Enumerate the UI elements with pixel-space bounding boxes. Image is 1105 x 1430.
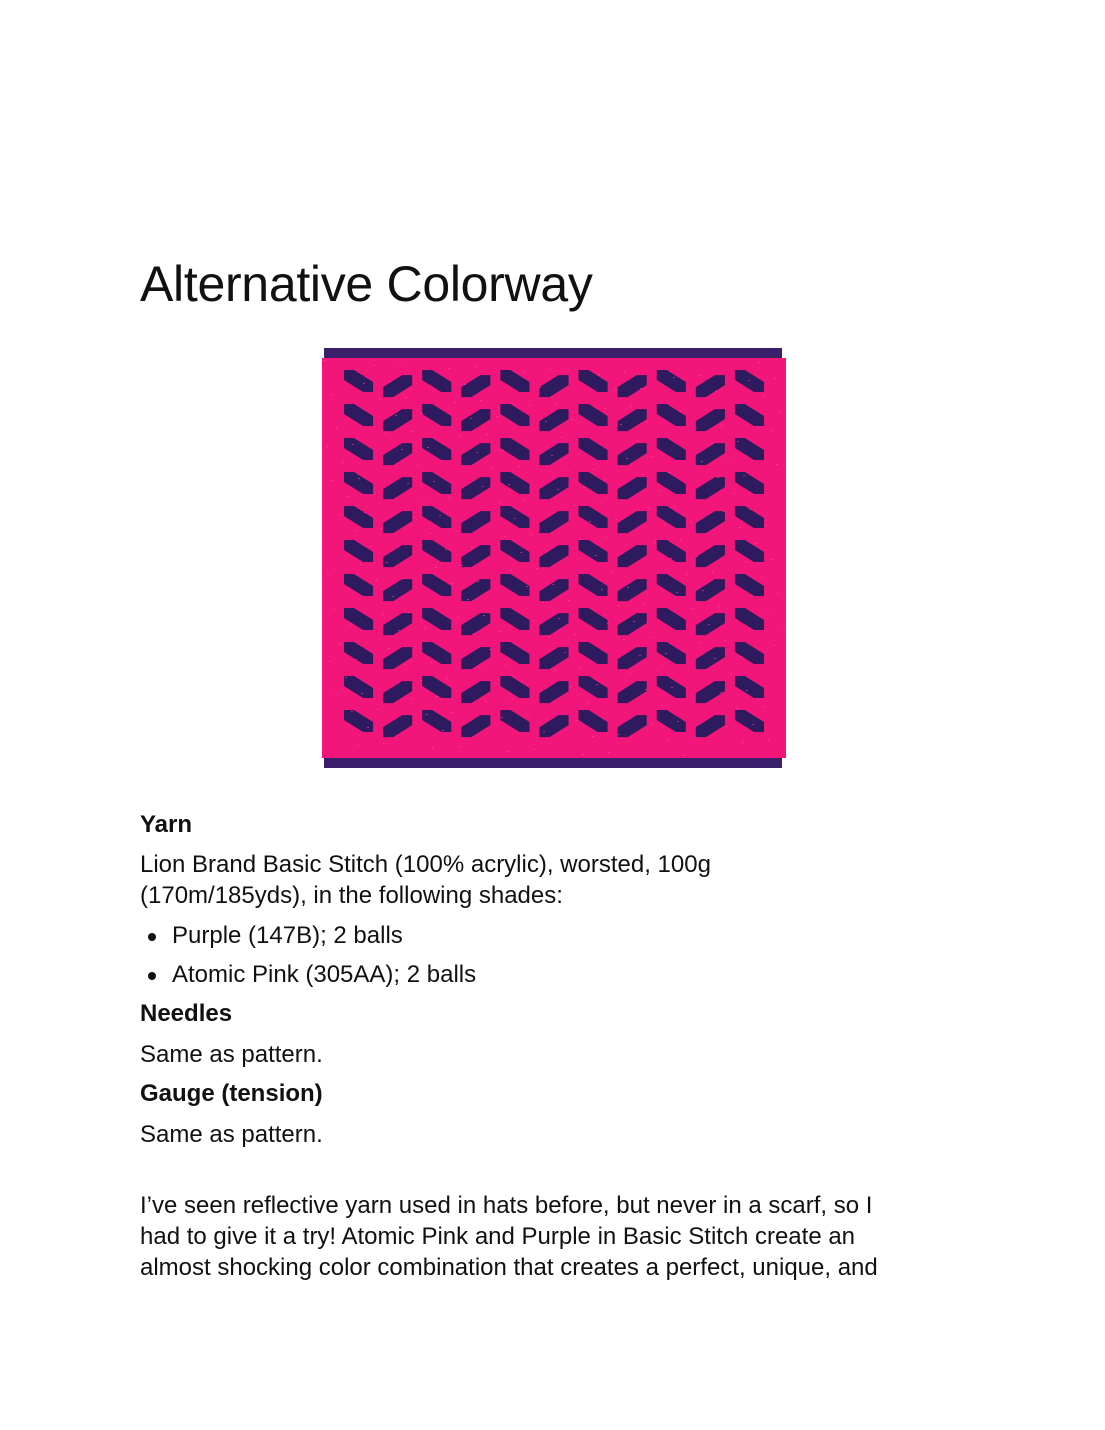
swatch-texture (457, 617, 459, 618)
swatch-texture (636, 440, 638, 441)
swatch-texture (452, 712, 454, 713)
swatch-texture (630, 406, 632, 407)
swatch-texture (664, 524, 666, 525)
swatch-texture (564, 652, 566, 653)
swatch-rib (376, 370, 379, 744)
swatch-rib (611, 370, 614, 744)
swatch-texture (643, 603, 645, 604)
swatch-texture (536, 568, 538, 569)
swatch-texture (724, 640, 726, 641)
swatch-texture (690, 522, 692, 523)
swatch-texture (642, 474, 644, 475)
swatch-texture (592, 736, 594, 737)
swatch-texture (451, 583, 453, 584)
swatch-texture (762, 706, 764, 707)
swatch-texture (661, 705, 663, 706)
swatch-texture (386, 562, 388, 563)
swatch-texture (330, 394, 332, 395)
swatch-texture (623, 639, 625, 640)
swatch-texture (460, 436, 462, 437)
swatch-texture (658, 490, 660, 491)
swatch-texture (773, 645, 775, 646)
swatch-texture (424, 628, 426, 629)
swatch-texture (745, 561, 747, 562)
swatch-texture (507, 751, 509, 752)
swatch-texture (446, 678, 448, 679)
swatch-texture (496, 416, 498, 417)
swatch-texture (382, 614, 384, 615)
swatch-texture (733, 493, 735, 494)
swatch-texture (464, 384, 466, 385)
swatch-texture (683, 755, 685, 756)
swatch-texture (667, 739, 669, 740)
swatch-texture (542, 602, 544, 603)
swatch-texture (399, 363, 401, 364)
swatch-texture (573, 505, 575, 506)
swatch-texture (586, 702, 588, 703)
knitted-swatch-photo (318, 346, 790, 770)
swatch-texture (448, 368, 450, 369)
swatch-texture (624, 372, 626, 373)
swatch-texture (648, 508, 650, 509)
swatch-texture (398, 630, 400, 631)
swatch-texture (692, 608, 694, 609)
swatch-texture (360, 564, 362, 565)
swatch-texture (711, 443, 713, 444)
swatch-texture (579, 539, 581, 540)
swatch-texture (555, 403, 557, 404)
swatch-texture (552, 584, 554, 585)
swatch-texture (433, 481, 435, 482)
swatch-texture (388, 648, 390, 649)
swatch-texture (404, 664, 406, 665)
swatch-texture (740, 656, 742, 657)
swatch-texture (373, 365, 375, 366)
swatch-texture (646, 422, 648, 423)
swatch-texture (626, 458, 628, 459)
swatch-texture (530, 534, 532, 535)
swatch-rib (728, 370, 731, 744)
needles-text: Same as pattern. (140, 1041, 323, 1068)
swatch-texture (455, 531, 457, 532)
paragraph-line-1: I’ve seen reflective yarn used in hats before, but never in a scarf, so I (140, 1192, 873, 1219)
swatch-image (318, 346, 790, 770)
swatch-texture (473, 633, 475, 634)
swatch-texture (524, 500, 526, 501)
swatch-texture (489, 649, 491, 650)
swatch-texture (502, 450, 504, 451)
swatch-texture (508, 484, 510, 485)
swatch-texture (557, 489, 559, 490)
swatch-texture (427, 447, 429, 448)
swatch-texture (442, 730, 444, 731)
swatch-texture (726, 726, 728, 727)
swatch-texture (774, 378, 776, 379)
swatch-texture (651, 723, 653, 724)
swatch-texture (501, 717, 503, 718)
swatch-texture (708, 624, 710, 625)
swatch-texture (374, 494, 376, 495)
swatch-texture (421, 413, 423, 414)
swatch-texture (429, 533, 431, 534)
swatch-texture (361, 693, 363, 694)
swatch-texture (357, 745, 359, 746)
swatch-texture (749, 509, 751, 510)
swatch-texture (561, 437, 563, 438)
swatch-texture (336, 428, 338, 429)
swatch-texture (761, 577, 763, 578)
swatch-texture (570, 686, 572, 687)
swatch-texture (617, 605, 619, 606)
swatch-texture (676, 592, 678, 593)
shade-purple: Purple (147B); 2 balls (172, 922, 403, 949)
swatch-texture (558, 618, 560, 619)
swatch-texture (652, 456, 654, 457)
swatch-texture (546, 550, 548, 551)
page-title: Alternative Colorway (140, 256, 593, 312)
swatch-texture (582, 754, 584, 755)
swatch-texture (539, 387, 541, 388)
swatch-texture (746, 690, 748, 691)
swatch-texture (767, 611, 769, 612)
swatch-texture (645, 689, 647, 690)
swatch-texture (339, 643, 341, 644)
swatch-texture (629, 673, 631, 674)
swatch-texture (677, 721, 679, 722)
swatch-texture (765, 525, 767, 526)
swatch-texture (527, 715, 529, 716)
swatch-texture (470, 418, 472, 419)
swatch-texture (467, 599, 469, 600)
swatch-texture (352, 444, 354, 445)
swatch-texture (529, 405, 531, 406)
swatch-texture (770, 430, 772, 431)
swatch-rib (650, 370, 653, 744)
swatch-texture (595, 555, 597, 556)
swatch-texture (454, 402, 456, 403)
swatch-texture (476, 452, 478, 453)
swatch-texture (407, 483, 409, 484)
shade-atomic-pink: Atomic Pink (305AA); 2 balls (172, 961, 477, 988)
swatch-texture (737, 441, 739, 442)
swatch-texture (545, 421, 547, 422)
bullet-icon (148, 972, 156, 980)
swatch-texture (326, 446, 328, 447)
swatch-rib (572, 370, 575, 744)
swatch-texture (461, 565, 463, 566)
swatch-texture (601, 589, 603, 590)
swatch-texture (748, 380, 750, 381)
swatch-texture (377, 709, 379, 710)
swatch-texture (698, 642, 700, 643)
swatch-texture (776, 464, 778, 465)
swatch-texture (499, 631, 501, 632)
swatch-texture (485, 701, 487, 702)
swatch-texture (577, 453, 579, 454)
swatch-texture (554, 670, 556, 671)
swatch-texture (699, 375, 701, 376)
swatch-texture (389, 381, 391, 382)
swatch-rib (532, 370, 535, 744)
swatch-texture (752, 724, 754, 725)
swatch-texture (598, 374, 600, 375)
swatch-texture (743, 475, 745, 476)
swatch-texture (633, 621, 635, 622)
swatch-texture (348, 496, 350, 497)
swatch-texture (686, 574, 688, 575)
swatch-texture (574, 634, 576, 635)
swatch-texture (620, 424, 622, 425)
swatch-texture (780, 412, 782, 413)
swatch-texture (720, 692, 722, 693)
swatch-texture (548, 636, 550, 637)
swatch-texture (783, 627, 785, 628)
swatch-texture (583, 487, 585, 488)
swatch-texture (342, 462, 344, 463)
swatch-rib (454, 370, 457, 744)
list-item (140, 921, 476, 960)
swatch-texture (417, 465, 419, 466)
swatch-texture (705, 409, 707, 410)
swatch-texture (696, 556, 698, 557)
swatch-texture (679, 411, 681, 412)
swatch-texture (486, 434, 488, 435)
swatch-texture (510, 570, 512, 571)
swatch-texture (410, 698, 412, 699)
swatch-texture (693, 737, 695, 738)
swatch-texture (665, 653, 667, 654)
swatch-texture (596, 684, 598, 685)
swatch-texture (514, 518, 516, 519)
swatch-texture (477, 581, 479, 582)
swatch-texture (615, 519, 617, 520)
swatch-texture (649, 637, 651, 638)
swatch-texture (701, 461, 703, 462)
swatch-texture (439, 515, 441, 516)
swatch-texture (349, 625, 351, 626)
swatch-texture (526, 586, 528, 587)
swatch-texture (383, 743, 385, 744)
swatch-texture (411, 431, 413, 432)
swatch-texture (338, 514, 340, 515)
swatch-texture (670, 558, 672, 559)
gauge-text: Same as pattern. (140, 1121, 323, 1148)
swatch-texture (543, 731, 545, 732)
swatch-texture (602, 718, 604, 719)
yarn-description-line-1: Lion Brand Basic Stitch (100% acrylic), worsted, 100g (140, 851, 711, 878)
swatch-texture (532, 620, 534, 621)
swatch-texture (739, 527, 741, 528)
swatch-texture (345, 677, 347, 678)
swatch-texture (370, 546, 372, 547)
swatch-texture (521, 681, 523, 682)
swatch-texture (474, 366, 476, 367)
swatch-texture (755, 543, 757, 544)
yarn-heading: Yarn (140, 811, 193, 838)
swatch-texture (376, 580, 378, 581)
swatch-texture (354, 530, 356, 531)
swatch-texture (523, 371, 525, 372)
swatch-texture (627, 587, 629, 588)
swatch-texture (621, 553, 623, 554)
swatch-rib (689, 370, 692, 744)
list-item (140, 960, 476, 999)
swatch-texture (758, 362, 760, 363)
swatch-texture (618, 734, 620, 735)
swatch-texture (483, 615, 485, 616)
swatch-texture (751, 595, 753, 596)
swatch-texture (714, 658, 716, 659)
swatch-texture (549, 369, 551, 370)
swatch-texture (385, 433, 387, 434)
swatch-texture (517, 733, 519, 734)
swatch-texture (605, 537, 607, 538)
swatch-texture (392, 596, 394, 597)
swatch-texture (355, 659, 357, 660)
swatch-texture (449, 497, 451, 498)
swatch-texture (423, 499, 425, 500)
swatch-texture (518, 466, 520, 467)
swatch-texture (551, 455, 553, 456)
needles-heading: Needles (140, 1000, 233, 1027)
swatch-texture (712, 572, 714, 573)
swatch-texture (471, 547, 473, 548)
swatch-texture (324, 360, 326, 361)
swatch-texture (576, 720, 578, 721)
swatch-texture (379, 399, 381, 400)
swatch-rib (767, 370, 770, 744)
swatch-texture (408, 612, 410, 613)
swatch-texture (413, 517, 415, 518)
swatch-texture (520, 552, 522, 553)
swatch-texture (639, 655, 641, 656)
swatch-texture (567, 471, 569, 472)
swatch-texture (723, 511, 725, 512)
swatch-texture (580, 668, 582, 669)
swatch-texture (614, 390, 616, 391)
swatch-texture (327, 575, 329, 576)
swatch-texture (771, 559, 773, 560)
swatch-texture (717, 477, 719, 478)
swatch-texture (742, 742, 744, 743)
swatch-texture (673, 377, 675, 378)
yarn-description-line-2: (170m/185yds), in the following shades: (140, 882, 563, 909)
swatch-texture (351, 711, 353, 712)
swatch-texture (674, 506, 676, 507)
swatch-texture (432, 748, 434, 749)
swatch-texture (505, 665, 507, 666)
swatch-texture (479, 667, 481, 668)
swatch-texture (655, 671, 657, 672)
swatch-texture (668, 472, 670, 473)
swatch-texture (727, 459, 729, 460)
swatch-texture (718, 606, 720, 607)
swatch-texture (435, 567, 437, 568)
swatch-texture (363, 383, 365, 384)
swatch-texture (702, 590, 704, 591)
paragraph-line-3: almost shocking color combination that creates a perfect, unique, and (140, 1254, 878, 1281)
swatch-texture (367, 727, 369, 728)
swatch-texture (401, 449, 403, 450)
swatch-texture (504, 536, 506, 537)
swatch-texture (764, 396, 766, 397)
swatch-texture (730, 674, 732, 675)
swatch-texture (607, 623, 609, 624)
yarn-shade-list (140, 921, 476, 999)
swatch-texture (364, 512, 366, 513)
swatch-texture (640, 388, 642, 389)
swatch-texture (568, 600, 570, 601)
swatch-texture (599, 503, 601, 504)
swatch-texture (680, 540, 682, 541)
swatch-texture (604, 408, 606, 409)
swatch-rib (415, 370, 418, 744)
swatch-texture (395, 415, 397, 416)
swatch-texture (495, 683, 497, 684)
swatch-texture (414, 646, 416, 647)
swatch-texture (436, 696, 438, 697)
swatch-texture (332, 480, 334, 481)
swatch-texture (654, 542, 656, 543)
swatch-texture (671, 687, 673, 688)
swatch-texture (492, 468, 494, 469)
swatch-texture (380, 528, 382, 529)
swatch-rib (493, 370, 496, 744)
swatch-texture (498, 502, 500, 503)
swatch-texture (715, 391, 717, 392)
swatch-texture (695, 427, 697, 428)
bullet-icon (148, 933, 156, 941)
swatch-texture (420, 680, 422, 681)
swatch-texture (480, 400, 482, 401)
swatch-texture (608, 752, 610, 753)
swatch-texture (511, 699, 513, 700)
swatch-texture (589, 521, 591, 522)
paragraph-line-2: had to give it a try! Atomic Pink and Purple in Basic Stitch create an (140, 1223, 856, 1250)
swatch-texture (405, 397, 407, 398)
swatch-texture (571, 419, 573, 420)
swatch-texture (482, 486, 484, 487)
swatch-texture (458, 746, 460, 747)
swatch-texture (689, 393, 691, 394)
swatch-texture (721, 425, 723, 426)
swatch-texture (533, 749, 535, 750)
swatch-texture (593, 469, 595, 470)
swatch-texture (736, 708, 738, 709)
swatch-texture (426, 714, 428, 715)
swatch-texture (335, 695, 337, 696)
swatch-texture (777, 593, 779, 594)
swatch-texture (445, 549, 447, 550)
swatch-texture (430, 662, 432, 663)
gauge-heading: Gauge (tension) (140, 1080, 323, 1107)
swatch-texture (768, 740, 770, 741)
swatch-texture (329, 661, 331, 662)
swatch-texture (358, 478, 360, 479)
swatch-texture (333, 609, 335, 610)
swatch-texture (611, 571, 613, 572)
swatch-texture (402, 578, 404, 579)
